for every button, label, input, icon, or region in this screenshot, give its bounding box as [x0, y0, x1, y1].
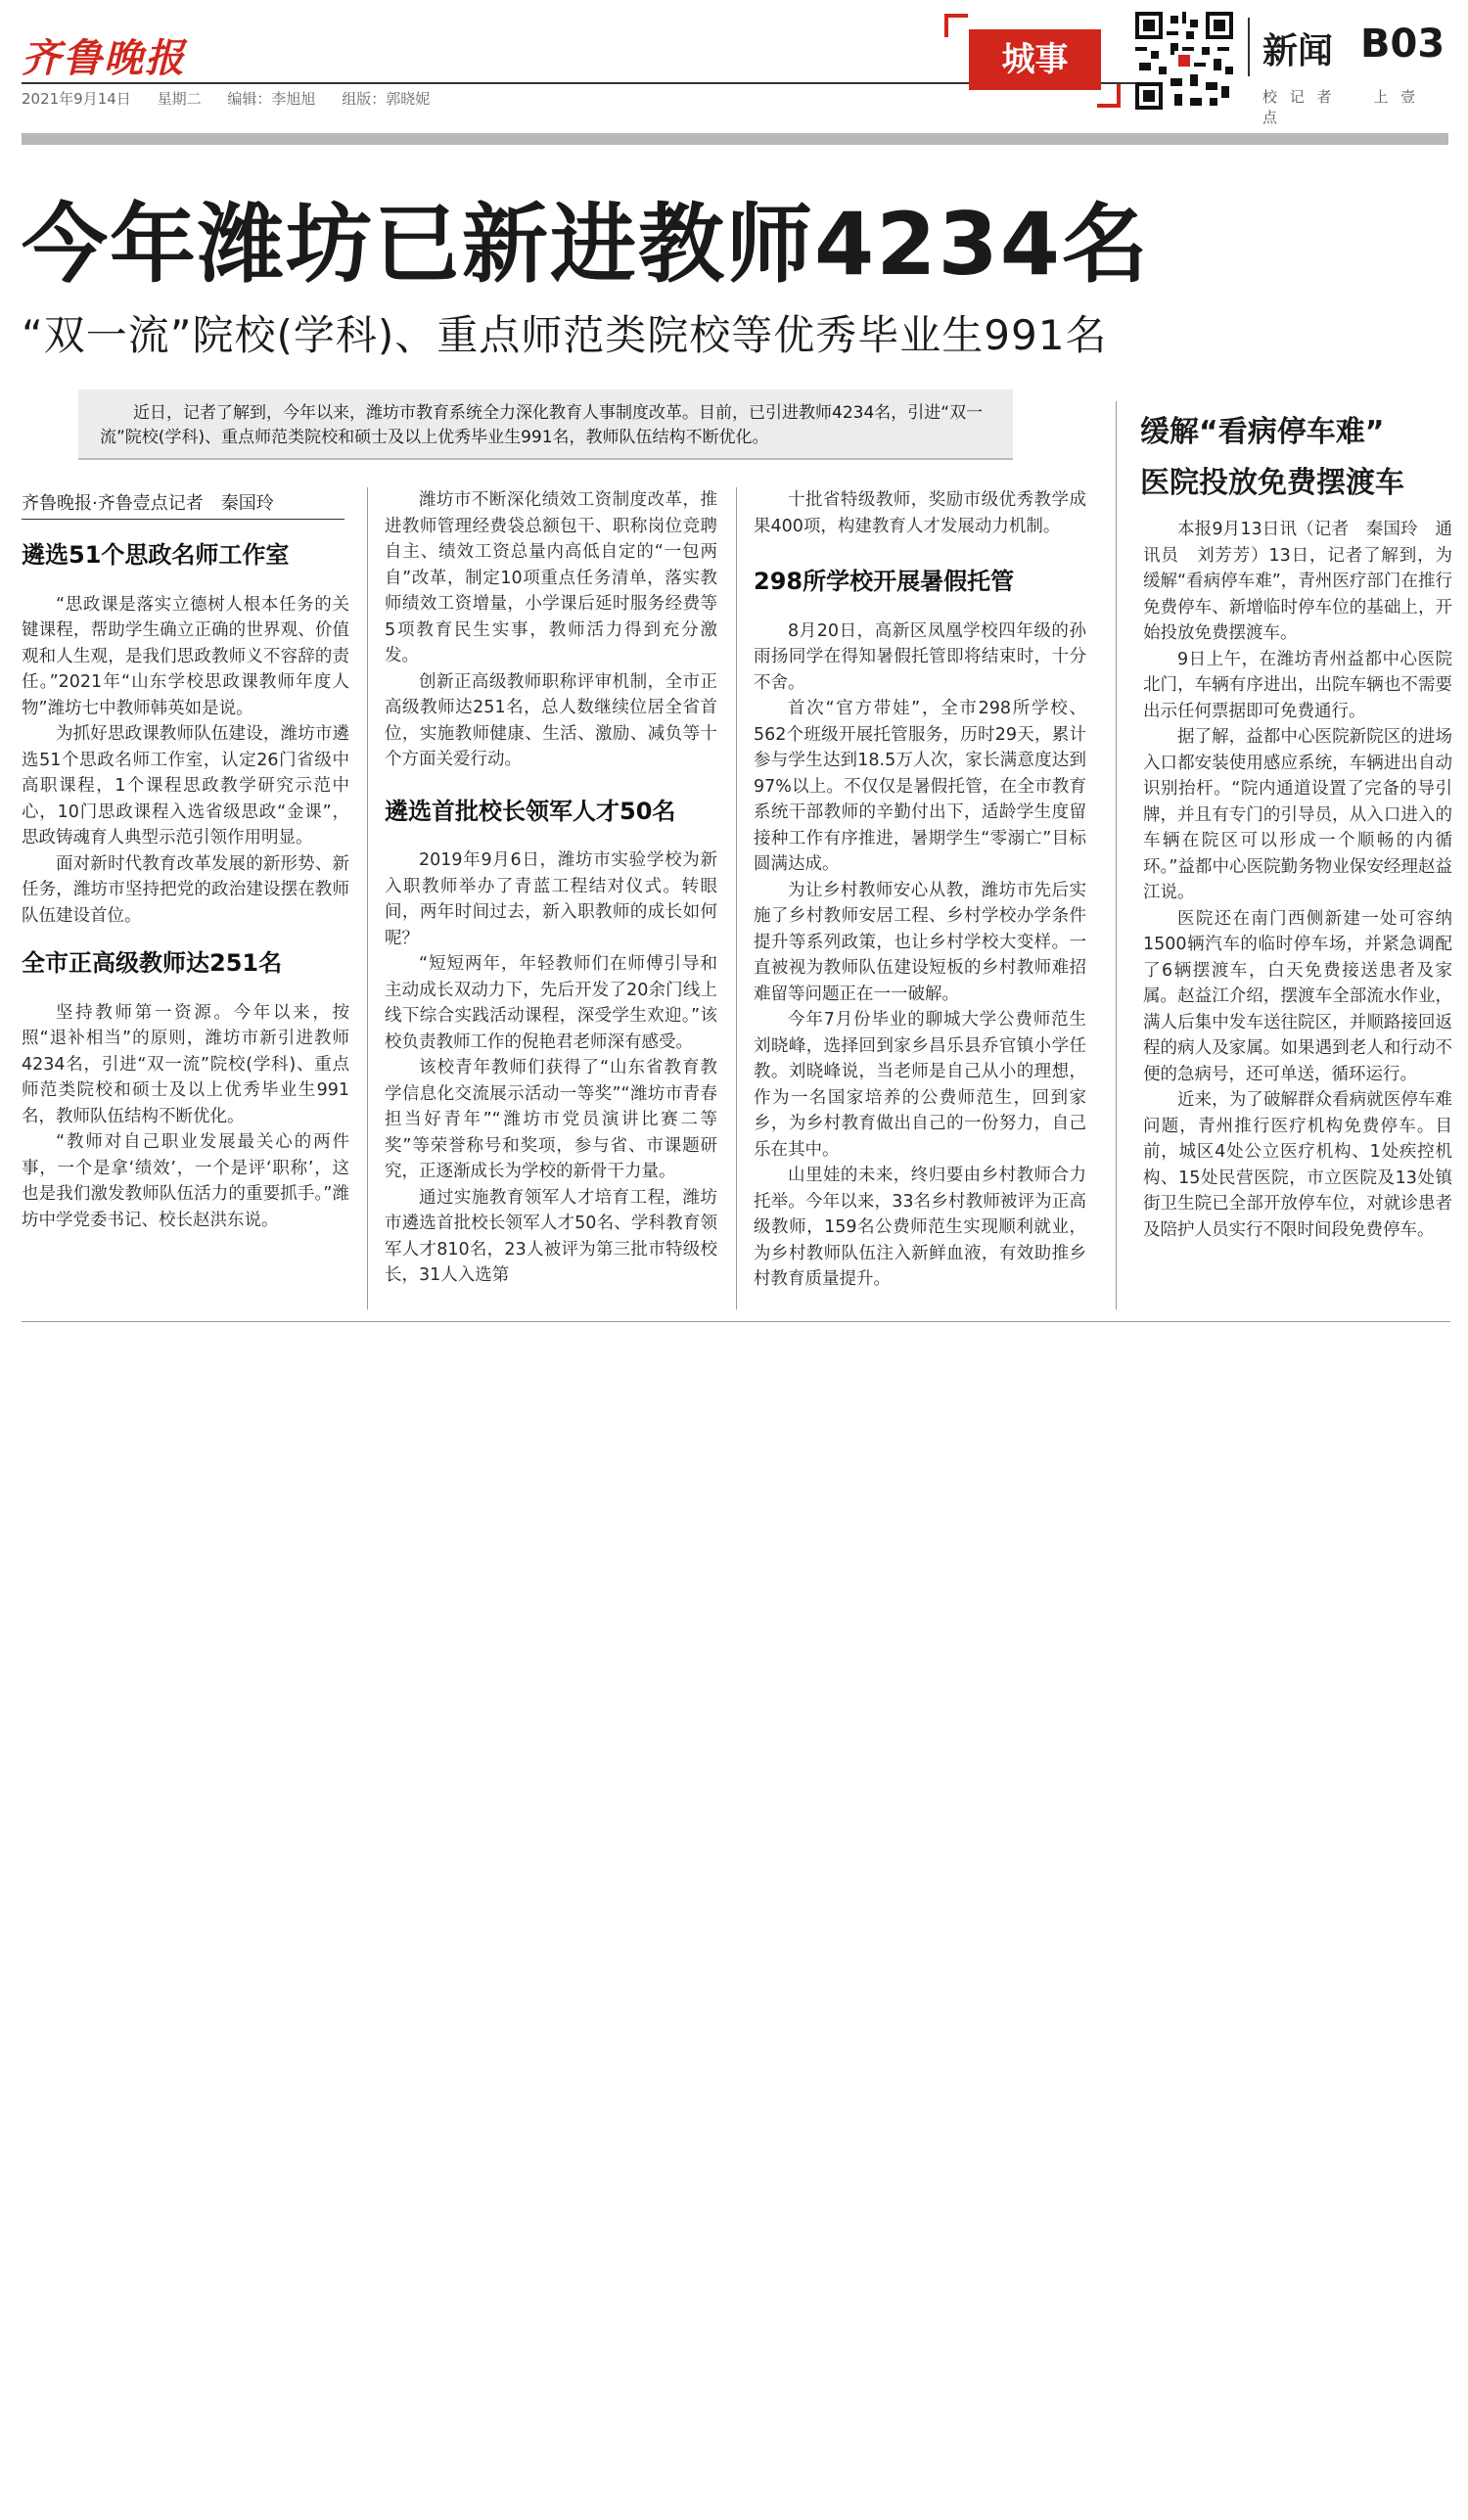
lead-box	[78, 389, 1013, 460]
paragraph: 据了解，益都中心医院新院区的进场入口都安装使用感应系统，车辆进出自动识别抬杆。“院内通道设置了完备的导引牌，并且有专门的引导员，从入口进入的车辆在院区可以形成一个顺畅的内循环。”益都中心医院勤务物业保安经理赵益江说。	[1143, 727, 1452, 902]
sidebar-headline-line-2: 医院投放免费摆渡车	[1140, 466, 1404, 500]
bottom-rule	[22, 1321, 1450, 1322]
paragraph: 通过实施教育领军人才培育工程，潍坊市遴选首批校长领军人才50名、学科教育领军人才810名，23人被评为第三批市特级校长，31人入选第	[385, 1187, 717, 1285]
lead-paragraph: 近日，记者了解到，今年以来，潍坊市教育系统全力深化教育人事制度改革。目前，已引进教师4234名，引进“双一流”院校(学科)、重点师范类院校和硕士及以上优秀毕业生991名，教师队伍结构不断优化。	[100, 403, 984, 447]
paragraph: 面对新时代教育改革发展的新形势、新任务，潍坊市坚持把党的政治建设摆在教师队伍建设首位。	[22, 853, 349, 926]
sidebar-headline	[1140, 407, 1404, 509]
paragraph: 该校青年教师们获得了“山东省教育教学信息化交流展示活动一等奖”“潍坊市青春担当好青年”“潍坊市党员演讲比赛二等奖”等荣誉称号和奖项，参与省、市课题研究，正逐渐成长为学校的新骨干力量。	[385, 1058, 717, 1181]
byline: 齐鲁晚报·齐鲁壹点记者 秦国玲	[22, 493, 274, 514]
article-column-3	[754, 487, 1086, 1349]
paragraph: “短短两年，年轻教师们在师傅引导和主动成长双动力下，先后开发了20余门线上线下综合实践活动课程，深受学生欢迎。”该校负责教师工作的倪艳君老师深有感受。	[385, 954, 717, 1052]
column-divider	[1116, 401, 1117, 1309]
article-column-2	[385, 487, 717, 1349]
paragraph: 2019年9月6日，潍坊市实验学校为新入职教师举办了青蓝工程结对仪式。转眼间，两年时间过去，新入职教师的成长如何呢？	[385, 850, 717, 948]
newspaper-logo: 齐鲁晚报	[22, 35, 186, 81]
paragraph: 为让乡村教师安心从教，潍坊市先后实施了乡村教师安居工程、乡村学校办学条件提升等系列政策，也让乡村学校大变样。一直被视为教师队伍建设短板的乡村教师难招难留等问题正在一一破解。	[754, 880, 1086, 1004]
paragraph: 本报9月13日讯（记者 秦国玲 通讯员 刘芳芳）13日，记者了解到，为缓解“看病停车难”，青州医疗部门在推行免费停车、新增临时停车位的基础上，开始投放免费摆渡车。	[1143, 520, 1452, 643]
paragraph: 9日上午，在潍坊青州益都中心医院北门，车辆有序进出，出院车辆也不需要出示任何票据即可免费通行。	[1143, 649, 1452, 721]
paragraph: “教师对自己职业发展最关心的两件事，一个是拿‘绩效’，一个是评‘职称’，这也是我们激发教师队伍活力的重要抓手。”潍坊中学党委书记、校长赵洪东说。	[22, 1132, 349, 1230]
paragraph: 为抓好思政课教师队伍建设，潍坊市遴选51个思政名师工作室，认定26门省级中高职课程，1个课程思政教学研究示范中心，10门思政课程入选省级思政“金课”，思政铸魂育人典型示范引领作用明显。	[22, 724, 349, 848]
issue-date: 2021年9月14日	[22, 90, 131, 108]
paragraph: 创新正高级教师职称评审机制，全市正高级教师达251名，总人数继续位居全省首位，实施教师健康、生活、激励、减负等十个方面关爱行动。	[385, 671, 717, 769]
subheading: 全市正高级教师达251名	[22, 949, 283, 977]
header-band	[22, 133, 1448, 145]
column-divider	[736, 487, 737, 1309]
byline-rule	[22, 519, 344, 520]
paragraph: “思政课是落实立德树人根本任务的关键课程，帮助学生确立正确的世界观、价值观和人生观，是我们思政教师义不容辞的责任。”2021年“山东学校思政课教师年度人物”潍坊七中教师韩英如是说。	[22, 594, 349, 718]
issue-weekday: 星期二	[157, 90, 202, 108]
paragraph: 医院还在南门西侧新建一处可容纳1500辆汽车的临时停车场，并紧急调配了6辆摆渡车，白天免费接送患者及家属。赵益江介绍，摆渡车全部流水作业，满人后集中发车送往院区，并顺路接回返程的病人及家属。如果遇到老人和行动不便的急病号，还可单送，循环运行。	[1143, 908, 1452, 1084]
paragraph: 山里娃的未来，终归要由乡村教师合力托举。今年以来，33名乡村教师被评为正高级教师，159名公费师范生实现顺利就业，为乡村教师队伍注入新鲜血液，有效助推乡村教育质量提升。	[754, 1166, 1086, 1289]
subheading: 遴选51个思政名师工作室	[22, 541, 290, 569]
article-column-1	[22, 528, 349, 1370]
page-name: 新闻	[1262, 31, 1334, 71]
paragraph: 坚持教师第一资源。今年以来，按照“退补相当”的原则，潍坊市新引进教师4234名，引进“双一流”院校(学科)、重点师范类院校和硕士及以上优秀毕业生991名，教师队伍结构不断优化。	[22, 1002, 349, 1126]
paragraph: 潍坊市不断深化绩效工资制度改革，推进教师管理经费袋总额包干、职称岗位竞聘自主、绩效工资总量内高低自定的“一包两自”改革，制定10项重点任务清单，落实教师绩效工资增量，小学课后延时服务经费等5项教育民生实事，教师活力得到充分激发。	[385, 490, 717, 665]
proofread-credits	[1262, 86, 1468, 127]
article-headline: 今年潍坊已新进教师4234名	[22, 194, 1150, 295]
header-separator	[1248, 18, 1250, 76]
subheading: 遴选首批校长领军人才50名	[385, 797, 676, 825]
column-divider	[367, 487, 368, 1309]
paragraph: 今年7月份毕业的聊城大学公费师范生刘晓峰，选择回到家乡昌乐县乔官镇小学任教。刘晓峰说，当老师是自己从小的理想，作为一名国家培养的公费师范生，回到家乡，为乡村教育做出自己的一份努力，自己乐在其中。	[754, 1010, 1086, 1160]
section-tag: 城事	[969, 29, 1101, 90]
paragraph: 十批省特级教师，奖励市级优秀教学成果400项，构建教育人才发展动力机制。	[754, 490, 1086, 536]
editor-credit: 编辑：李旭旭	[227, 90, 316, 108]
paragraph: 首次“官方带娃”，全市298所学校、562个班级开展托管服务，历时29天，累计参与学生达到18.5万人次，家长满意度达到97%以上。不仅仅是暑假托管，在全市教育系统干部教师的辛勤付出下，适龄学生度留接种工作有序推进，暑期学生“零溺亡”目标圆满达成。	[754, 699, 1086, 874]
header-meta	[22, 88, 451, 109]
proofread-label: 校 记 者	[1262, 88, 1336, 106]
paragraph: 近来，为了破解群众看病就医停车难问题，青州推行医疗机构免费停车。目前，城区4处公立医疗机构、1处疾控机构、15处民营医院，市立医院及13处镇街卫生院已全部开放停车位，对就诊患者及陪护人员实行不限时间段免费停车。	[1143, 1090, 1452, 1240]
article-subhead: “双一流”院校(学科)、重点师范类院校等优秀毕业生991名	[22, 311, 1108, 359]
layout-credit: 组版：郭晓妮	[342, 90, 431, 108]
subheading: 298所学校开展暑假托管	[754, 568, 1015, 595]
page-number: B03	[1360, 22, 1445, 67]
paragraph: 8月20日，高新区凤凰学校四年级的孙雨扬同学在得知暑假托管即将结束时，十分不舍。	[754, 620, 1086, 693]
sidebar-article	[1143, 517, 1452, 1349]
qr-code-icon[interactable]	[1135, 12, 1233, 110]
sidebar-headline-line-1: 缓解“看病停车难”	[1140, 415, 1385, 449]
proofread-label-2: 上 壹 点	[1262, 88, 1420, 126]
